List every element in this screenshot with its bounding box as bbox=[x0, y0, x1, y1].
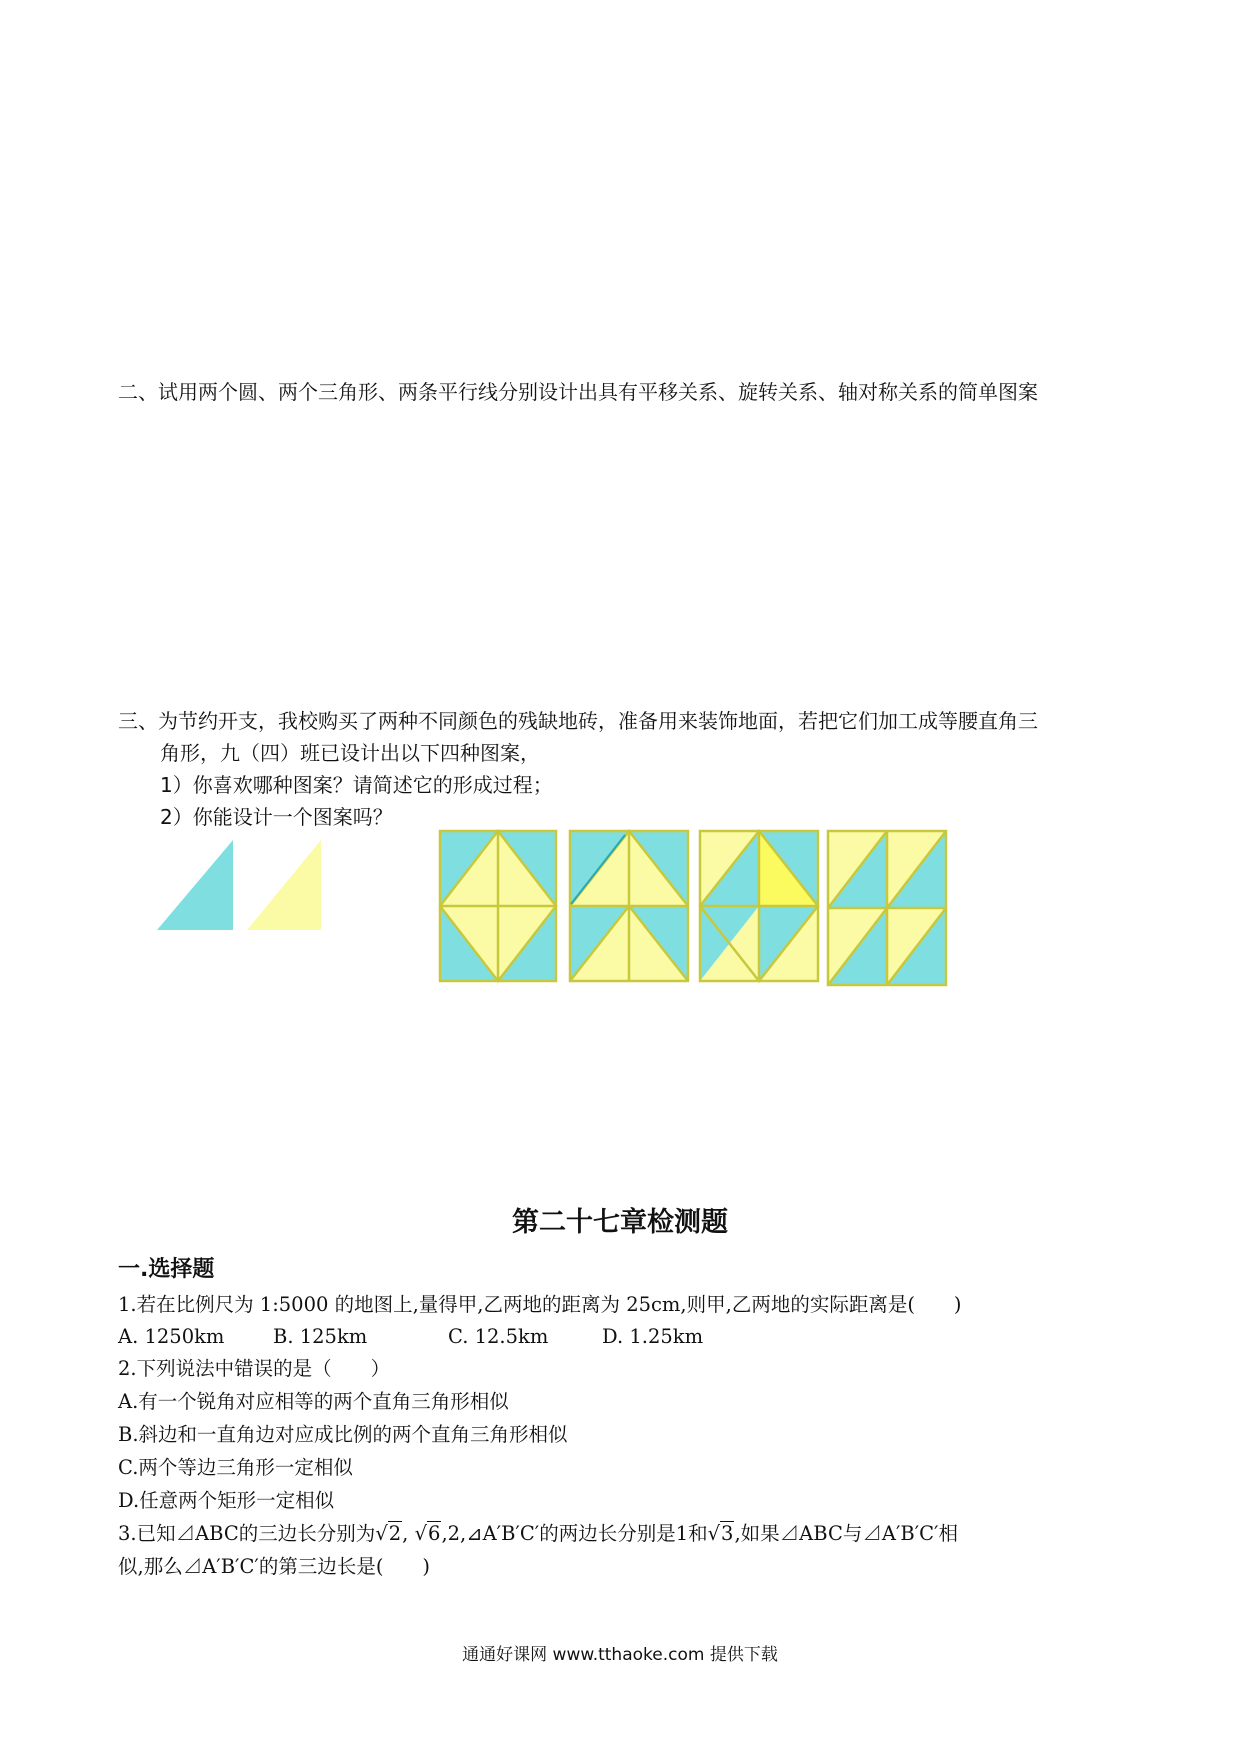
choice-question-2-option-b: B.斜边和一直角边对应成比例的两个直角三角形相似 bbox=[118, 1423, 568, 1446]
option-c: C. 12.5km bbox=[448, 1325, 549, 1348]
pattern-2 bbox=[570, 831, 690, 983]
q3-text-a: 3.已知⊿ABC的三边长分别为 bbox=[118, 1522, 376, 1545]
sqrt-6: √6 bbox=[414, 1522, 441, 1545]
sqrt-3: √3 bbox=[707, 1522, 734, 1545]
choice-question-1-options bbox=[118, 1324, 818, 1350]
source-triangles-figure bbox=[155, 840, 335, 940]
q3-text-c: ,如果⊿ABC与⊿A′B′C′相 bbox=[734, 1522, 958, 1545]
question-3-line-1: 三、为节约开支，我校购买了两种不同颜色的残缺地砖，准备用来装饰地面，若把它们加工成等腰直角三 bbox=[118, 709, 1038, 733]
choice-question-1: 1.若在比例尺为 1:5000 的地图上,量得甲,乙两地的距离为 25cm,则甲,乙两地的实际距离是( ) bbox=[118, 1293, 962, 1316]
question-3-sub-1: 1）你喜欢哪种图案？请简述它的形成过程； bbox=[160, 773, 553, 797]
choice-question-2-option-a: A.有一个锐角对应相等的两个直角三角形相似 bbox=[118, 1390, 509, 1413]
sqrt-2: √2 bbox=[375, 1522, 402, 1545]
question-2: 二、试用两个圆、两个三角形、两条平行线分别设计出具有平移关系、旋转关系、轴对称关系的简单图案 bbox=[118, 380, 1038, 404]
question-3-line-2: 角形，九（四）班已设计出以下四种图案， bbox=[160, 741, 540, 765]
question-3-sub-2: 2）你能设计一个图案吗？ bbox=[160, 805, 393, 829]
choice-question-2-option-c: C.两个等边三角形一定相似 bbox=[118, 1456, 353, 1479]
yellow-triangle bbox=[247, 840, 321, 930]
section-choice-heading: 一.选择题 bbox=[118, 1257, 215, 1282]
choice-question-2: 2.下列说法中错误的是（ ） bbox=[118, 1357, 391, 1380]
q3-sep: , bbox=[402, 1522, 409, 1545]
choice-question-2-option-d: D.任意两个矩形一定相似 bbox=[118, 1489, 335, 1512]
choice-question-3-line-2: 似,那么⊿A′B′C′的第三边长是( ) bbox=[118, 1555, 431, 1578]
footer: 通通好课网 www.tthaoke.com 提供下载 bbox=[462, 1645, 778, 1665]
cyan-triangle bbox=[157, 840, 233, 930]
choice-question-3-line-1 bbox=[118, 1521, 958, 1547]
chapter-title: 第二十七章检测题 bbox=[512, 1207, 728, 1238]
pattern-3 bbox=[700, 831, 820, 983]
q3-text-b: ,2,⊿A′B′C′的两边长分别是1和 bbox=[441, 1522, 708, 1545]
pattern-4 bbox=[828, 831, 948, 987]
option-a: A. 1250km bbox=[118, 1325, 225, 1348]
pattern-1 bbox=[440, 831, 558, 983]
option-d: D. 1.25km bbox=[602, 1325, 704, 1348]
option-b: B. 125km bbox=[273, 1325, 368, 1348]
